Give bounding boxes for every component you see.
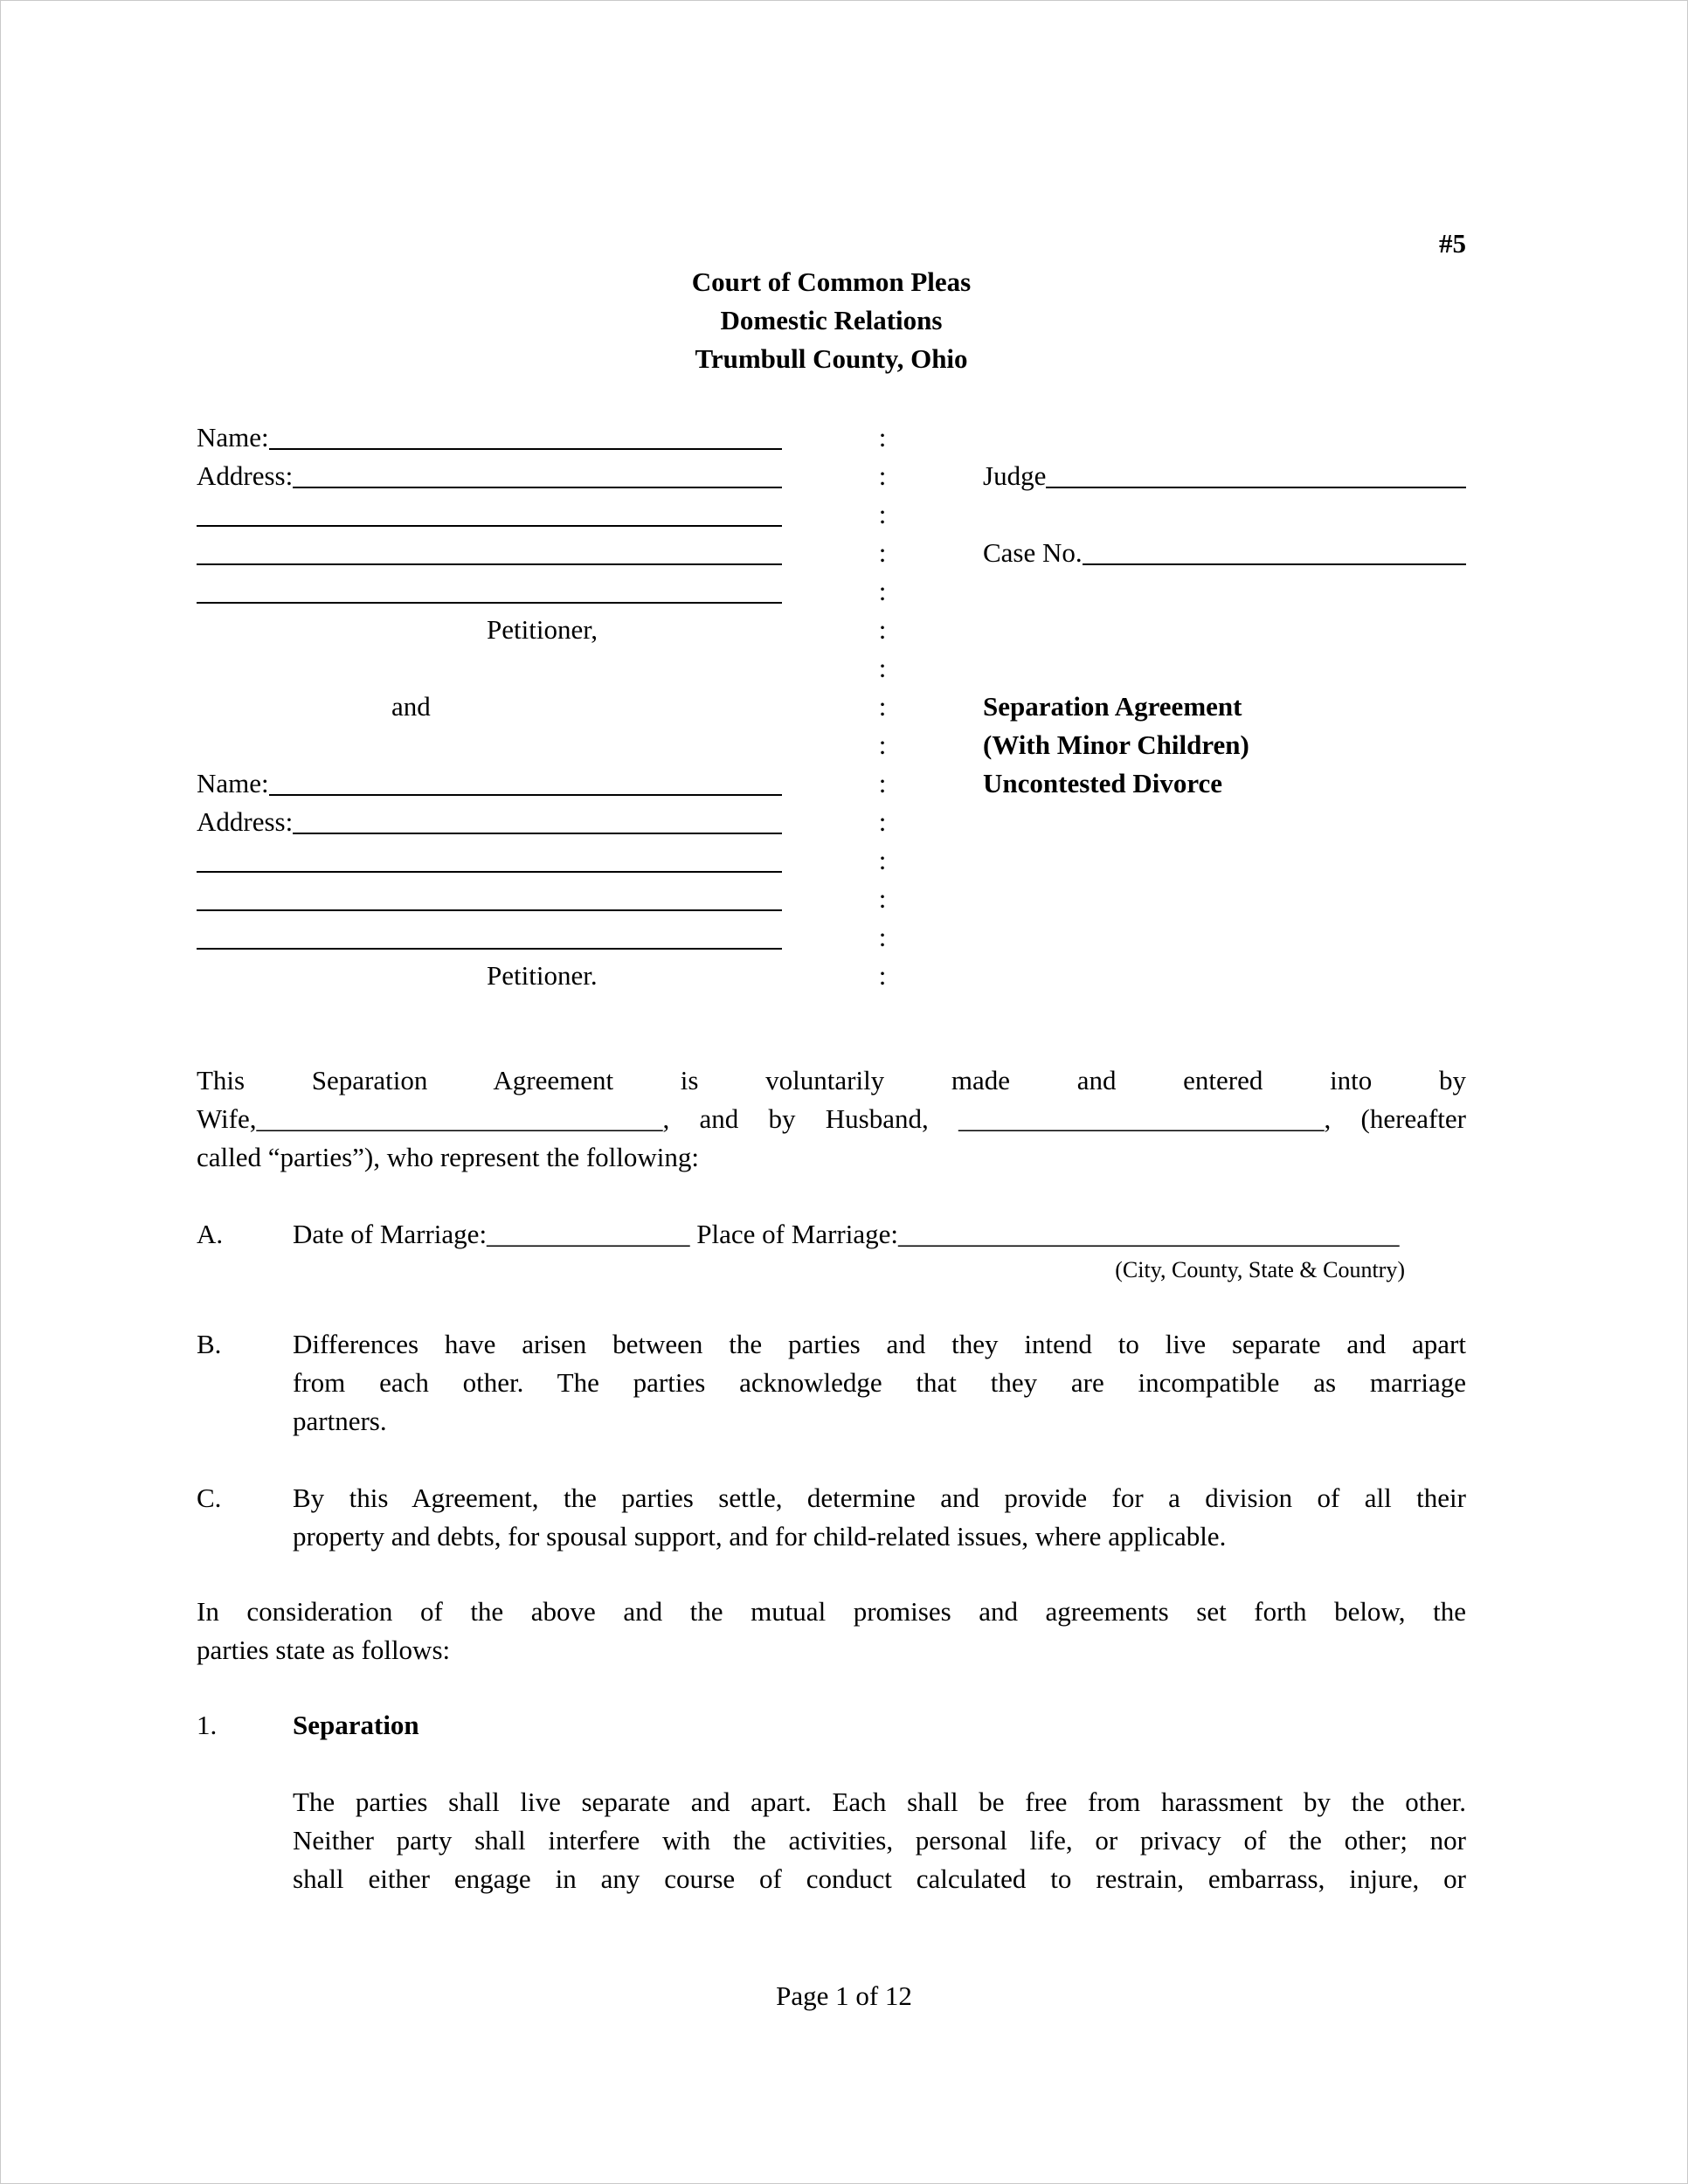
colon-separator: : [878,883,887,914]
consideration-paragraph [197,1593,1466,1669]
section-1-line: The parties shall live separate and apart. Each shall be free from harassment by the other. [293,1787,1466,1817]
item-b [197,1325,1466,1441]
item-b-letter: B. [197,1329,222,1359]
item-c-letter: C. [197,1482,222,1513]
item-b-line: partners. [293,1406,387,1436]
consideration-line: In consideration of the above and the mutual promises and agreements set forth below, the [197,1596,1466,1627]
marriage-date-place-line: Date of Marriage:_______________ Place of Marriage:_____________________________________ [293,1219,1400,1249]
caption-row-blank [197,572,1466,611]
and-conjunction: and [391,691,431,722]
judge-label: Judge [983,460,1047,491]
caption-row-address2 [197,803,1466,841]
petitioner2-role-label: Petitioner. [487,960,598,991]
colon-separator: : [878,460,887,491]
caption-row-matter2 [197,726,1466,764]
case-no-label: Case No. [983,537,1083,568]
form-number: #5 [1439,228,1466,259]
caption-row-blank [197,495,1466,534]
petitioner2-address-blank-line [293,803,782,834]
blank-line [197,534,782,565]
caption-row-spacer [197,649,1466,688]
colon-separator: : [878,922,887,952]
court-name: Court of Common Pleas [691,266,972,297]
section-1-line: shall either engage in any course of conduct calculated to restrain, embarrass, injure, or [293,1863,1466,1894]
caption-row-address1 [197,457,1466,495]
court-header [197,263,1466,378]
blank-line [197,572,782,604]
item-a [197,1215,1466,1287]
petitioner2-address-label: Address: [197,806,294,837]
colon-separator: : [878,768,887,798]
petitioner1-role-label: Petitioner, [487,614,598,645]
intro-paragraph [197,1061,1466,1177]
blank-line [197,495,782,527]
item-a-letter: A. [197,1219,224,1249]
petitioner1-name-label: Name: [197,422,269,453]
colon-separator: : [878,729,887,760]
petitioner2-name-blank-line [269,764,782,796]
colon-separator: : [878,691,887,722]
item-c-line: property and debts, for spousal support, and for child-related issues, where applicable. [293,1521,1227,1552]
item-c [197,1479,1466,1556]
colon-separator: : [878,845,887,875]
blank-line [197,841,782,873]
consideration-line: parties state as follows: [197,1635,451,1665]
court-county: Trumbull County, Ohio [695,343,968,374]
matter-title-line3: Uncontested Divorce [983,768,1223,798]
section-1-number: 1. [197,1710,218,1740]
blank-line [197,880,782,911]
case-no-blank-line [1083,534,1466,565]
colon-separator: : [878,806,887,837]
petitioner1-name-blank-line [269,418,782,450]
intro-line: Wife,______________________________, and by Husband, ___________________________, (hereafter [197,1103,1466,1134]
petitioner1-address-label: Address: [197,460,294,491]
judge-blank-line [1046,457,1466,488]
colon-separator: : [878,537,887,568]
section-1-paragraph [293,1783,1466,1898]
colon-separator: : [878,576,887,606]
caption-row-case-no [197,534,1466,572]
section-1-heading [197,1706,1466,1745]
colon-separator: : [878,960,887,991]
colon-separator: : [878,653,887,683]
colon-separator: : [878,422,887,453]
blank-line [197,918,782,950]
caption-row-blank [197,918,1466,957]
case-caption [197,418,1466,995]
section-1-title: Separation [293,1710,419,1740]
item-b-line: Differences have arisen between the parties and they intend to live separate and apart [293,1329,1466,1359]
caption-row-and [197,688,1466,726]
caption-row-petitioner1 [197,611,1466,649]
colon-separator: : [878,614,887,645]
caption-row-petitioner2 [197,957,1466,995]
intro-line: called “parties”), who represent the following: [197,1142,699,1172]
page-number-footer: Page 1 of 12 [776,1980,912,2011]
section-1-line: Neither party shall interfere with the activities, personal life, or privacy of the other; nor [293,1825,1466,1856]
matter-title-line2: (With Minor Children) [983,729,1249,760]
court-division: Domestic Relations [720,305,943,335]
caption-row-blank [197,841,1466,880]
item-b-line: from each other. The parties acknowledge that they are incompatible as marriage [293,1367,1466,1398]
caption-row-blank [197,880,1466,918]
caption-row-name1 [197,418,1466,457]
petitioner1-address-blank-line [293,457,782,488]
place-of-marriage-note: (City, County, State & Country) [1115,1257,1405,1282]
item-c-line: By this Agreement, the parties settle, determine and provide for a division of all their [293,1482,1466,1513]
caption-row-name2 [197,764,1466,803]
intro-line: This Separation Agreement is voluntarily made and entered into by [197,1065,1466,1095]
petitioner2-name-label: Name: [197,768,269,798]
matter-title-line1: Separation Agreement [983,691,1242,722]
colon-separator: : [878,499,887,529]
